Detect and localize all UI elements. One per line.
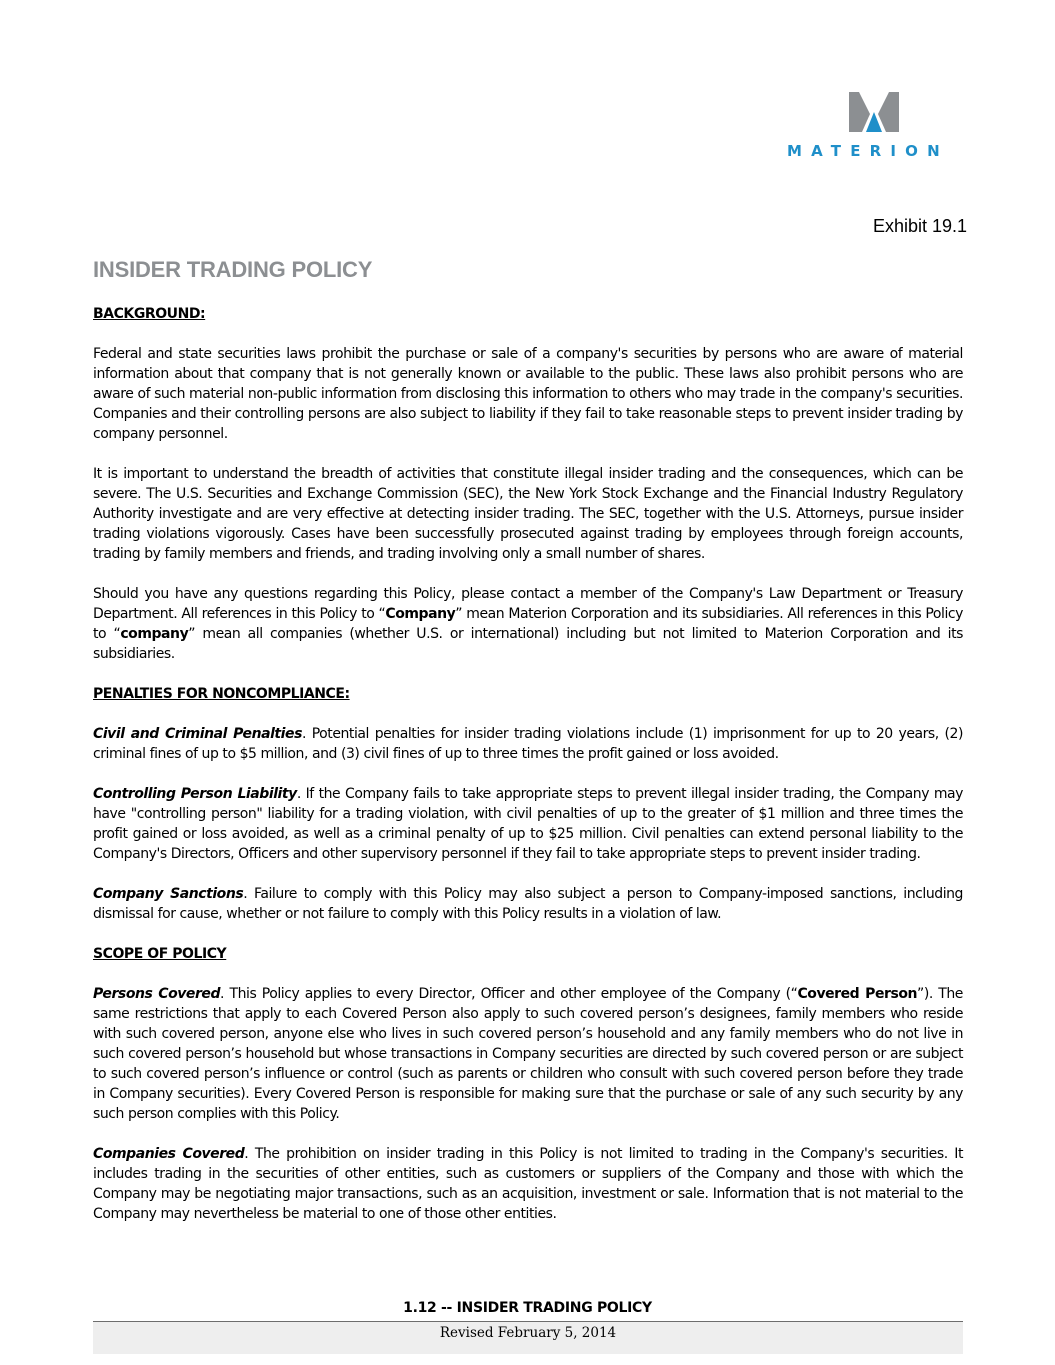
exhibit-label: Exhibit 19.1 [872,216,967,236]
bold-term-company: Company [385,606,456,622]
materion-logo [783,92,965,162]
bold-term-company-lower: company [120,626,189,642]
footer-title: 1.12 -- INSIDER TRADING POLICY [403,1300,652,1316]
text-run: Should you have any questions regarding this Policy, please contact a member of the Company's Law Department or Treasury Department. All references in this Policy to “ [93,586,963,622]
text-run: . If the Company fails to take appropriate steps to prevent illegal insider trading, the Company may have "controlling person" liability for a trading violation, with civil penalties of up to the greater of $1 million and three times the profit gained or loss avoided, as well as a criminal penalty of up to $25 million. Civil penalties can extend personal liability to the Company's Directors, Officers and other supervisory personnel if they fail to take appropriate steps to prevent insider trading. [93,786,964,862]
logo-wordmark: MATERION [787,142,949,160]
text-run: ” mean Materion Corporation and its subsidiaries. All references in this Policy to “ [93,606,964,642]
text-run: ”). The same restrictions that apply to each Covered Person also apply to such covered person’s designees, family members who reside with such covered person, anyone else who lives in such covered person’s household and any family members who do not live in such covered person’s household but whose transactions in Company securities are directed by such covered person or are subject to such covered person’s influence or control (such as parents or children who consult with such covered person before they trade in Company securities). Every Covered Person is responsible for making sure that the purchase or sale of any such security by any such person complies with this Policy. [93,986,963,1122]
materion-logo-mark [849,92,899,132]
document-body [93,304,963,1244]
bold-term-covered-person: Covered Person [797,986,918,1002]
background-paragraph-3 [93,584,963,664]
civil-penalties-paragraph [93,724,963,764]
penalties-heading: PENALTIES FOR NONCOMPLIANCE: [93,686,350,702]
background-heading: BACKGROUND: [93,306,206,322]
page-title: INSIDER TRADING POLICY [93,257,373,282]
controlling-person-label: Controlling Person Liability [93,786,297,802]
scope-heading: SCOPE OF POLICY [93,946,227,962]
background-paragraph-1: Federal and state securities laws prohibit the purchase or sale of a company's securities by persons who are aware of material information about that company that is not generally known or available to the public. These laws also prohibit persons who are aware of such material non-public information from disclosing this information to others who may trade in the company's securities. Companies and their controlling persons are also subject to liability if they fail to take reasonable steps to prevent insider trading by company personnel. [93,346,963,442]
text-run: . The prohibition on insider trading in this Policy is not limited to trading in the Company's securities. It includes trading in the securities of other entities, such as customers or suppliers of the Company and those with which the Company may be negotiating major transactions, such as an acquisition, investment or sale. Information that is not material to the Company may nevertheless be material to one of those other entities. [93,1146,963,1222]
footer-revised-date: Revised February 5, 2014 [439,1325,617,1341]
company-sanctions-paragraph [93,884,963,924]
controlling-person-paragraph [93,784,963,864]
companies-covered-paragraph [93,1144,963,1224]
persons-covered-paragraph [93,984,963,1124]
background-paragraph-2: It is important to understand the breadth of activities that constitute illegal insider trading and the consequences, which can be severe. The U.S. Securities and Exchange Commission (SEC), the New York Stock Exchange and the Financial Industry Regulatory Authority investigate and are very effective at detecting insider trading. The SEC, together with the U.S. Attorneys, pursue insider trading violations vigorously. Cases have been successfully prosecuted against trading by employees through foreign accounts, trading by family members and friends, and trading involving only a small number of shares. [93,466,963,562]
footer-bar [93,1321,963,1354]
text-run: ” mean all companies (whether U.S. or international) including but not limited to Materion Corporation and its subsidiaries. [93,626,963,662]
text-run: . Failure to comply with this Policy may also subject a person to Company-imposed sanctions, including dismissal for cause, whether or not failure to comply with this Policy results in a violation of law. [93,886,963,922]
text-run: . This Policy applies to every Director, Officer and other employee of the Company (“ [220,986,798,1002]
company-sanctions-label: Company Sanctions [93,886,244,902]
persons-covered-label: Persons Covered [93,986,221,1002]
text-run: . Potential penalties for insider trading violations include (1) imprisonment for up to 20 years, (2) criminal fines of up to $5 million, and (3) civil fines of up to three times the profit gained or loss avoided. [93,726,963,762]
civil-penalties-label: Civil and Criminal Penalties [93,726,302,742]
companies-covered-label: Companies Covered [93,1146,245,1162]
